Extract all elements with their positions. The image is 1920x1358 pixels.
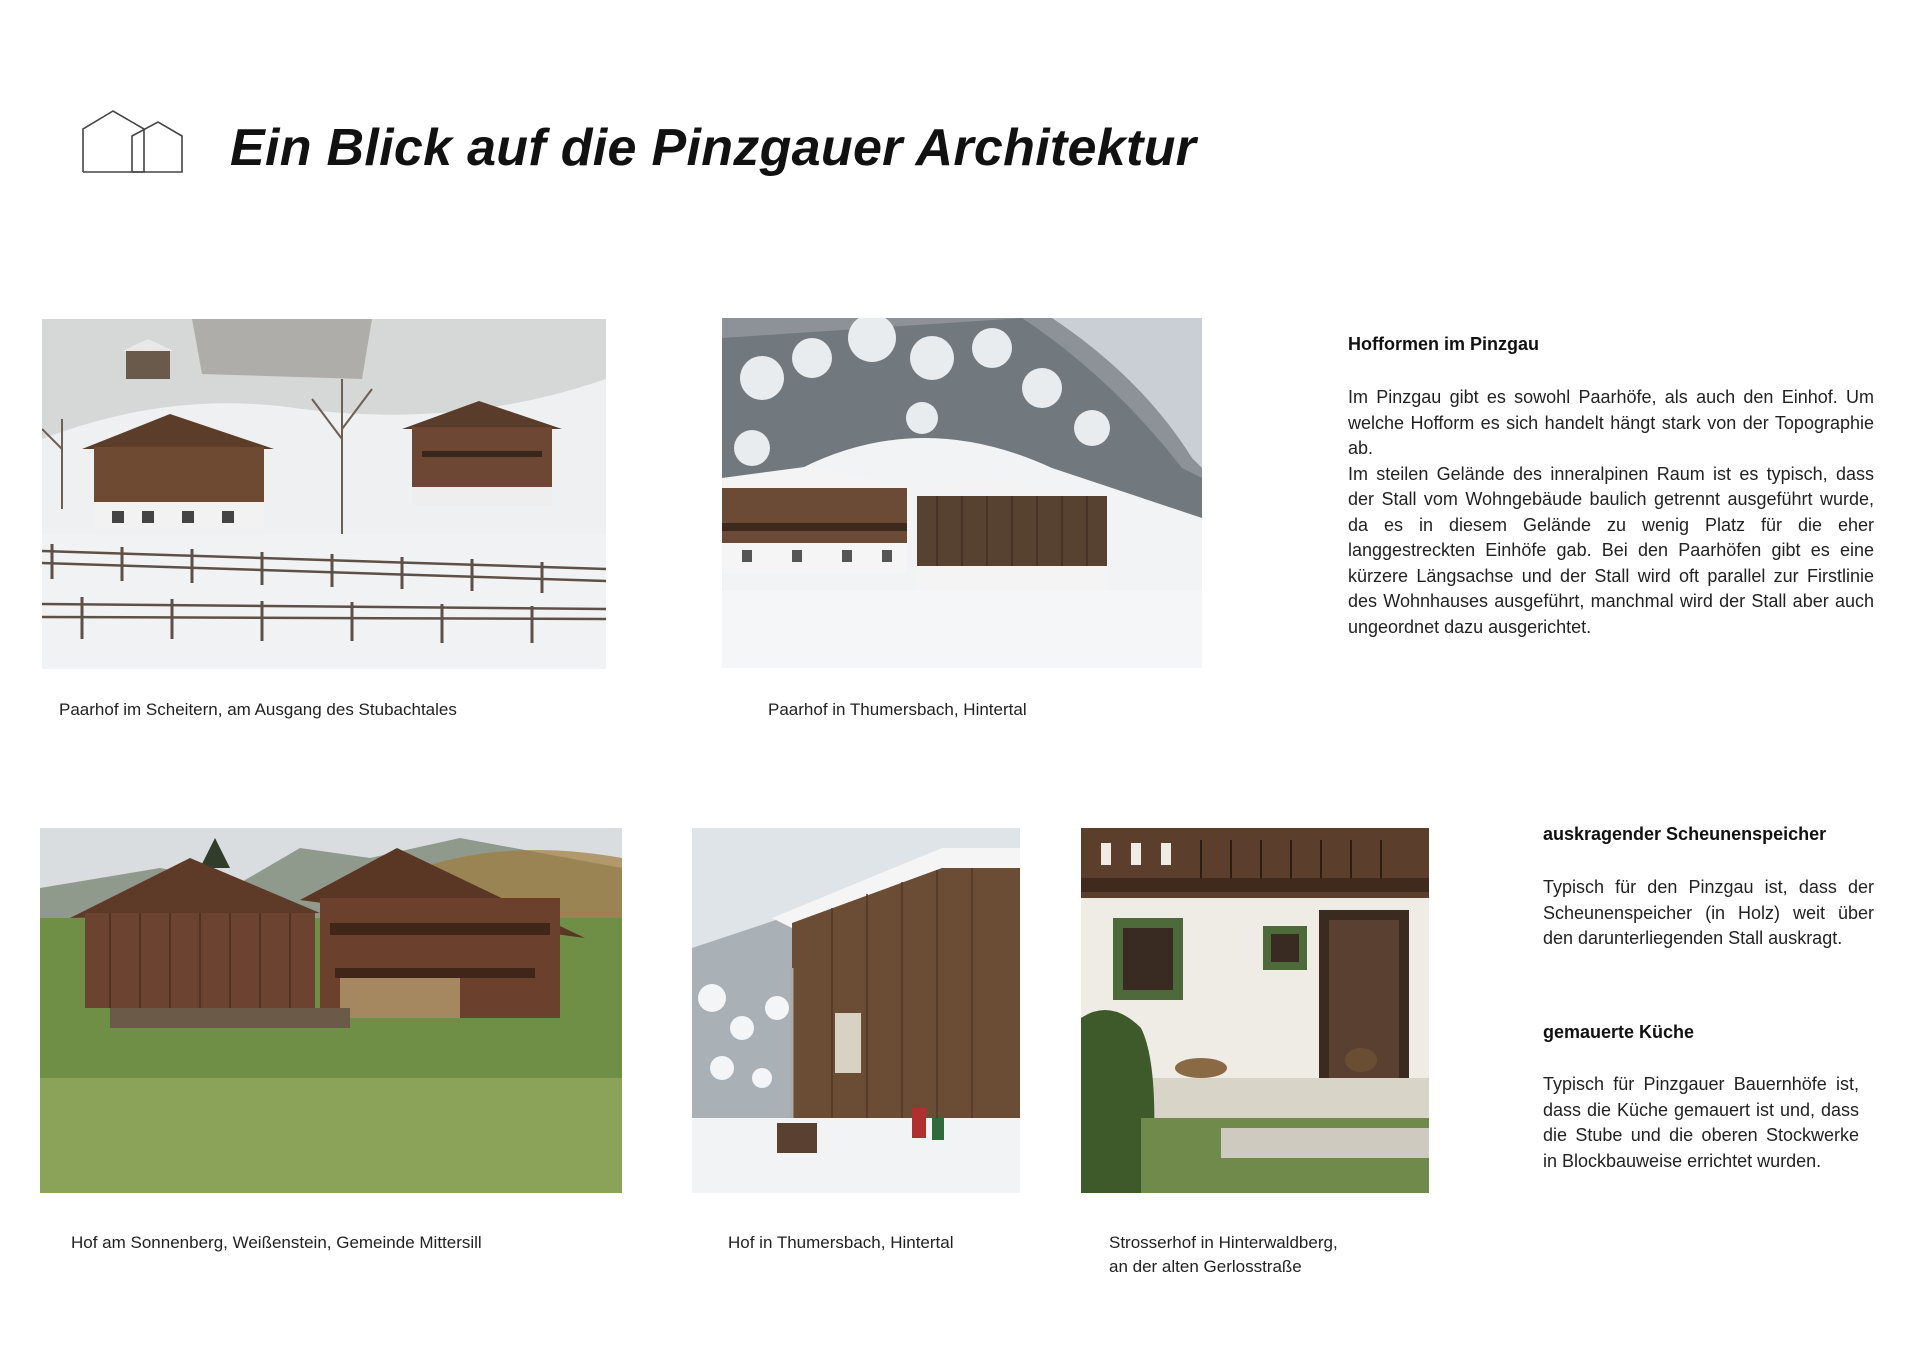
photo-paarhof-scheitern — [42, 319, 606, 669]
section-text-scheunenspeicher: Typisch für den Pinzgau ist, dass der Scheunenspeicher (in Holz) weit über den darunterliegenden Stall auskragt. — [1543, 877, 1874, 948]
photo-paarhof-thumersbach — [722, 318, 1202, 668]
photo-strosserhof — [1081, 828, 1429, 1193]
photo-caption: Hof in Thumersbach, Hintertal — [728, 1233, 954, 1252]
photo-hof-thumersbach — [692, 828, 1020, 1193]
page-title: Ein Blick auf die Pinzgauer Architektur — [230, 119, 1197, 177]
photo-caption: Hof am Sonnenberg, Weißenstein, Gemeinde Mittersill — [71, 1233, 482, 1252]
photo-caption: Strosserhof in Hinterwaldberg, an der alten Gerlosstraße — [1109, 1233, 1338, 1276]
section-text-kueche: Typisch für Pinzgauer Bauernhöfe ist, dass die Küche gemauert ist und, dass die Stube und die oberen Stockwerke in Blockbauweise errichtet wurden. — [1543, 1074, 1859, 1171]
section-heading-scheunenspeicher: auskragender Scheunenspeicher — [1543, 824, 1827, 844]
photo-caption: Paarhof in Thumersbach, Hintertal — [768, 700, 1027, 719]
house-outline-icon — [82, 110, 184, 174]
section-heading-hofformen: Hofformen im Pinzgau — [1348, 334, 1540, 354]
photo-caption: Paarhof im Scheitern, am Ausgang des Stubachtales — [59, 700, 457, 719]
photo-hof-sonnenberg — [40, 828, 622, 1193]
section-text-hofformen: Im Pinzgau gibt es sowohl Paarhöfe, als auch den Einhof. Um welche Hofform es sich handelt hängt stark von der Topographie ab. Im steilen Gelände des inneralpinen Raum ist es typisch, dass der Stall vom Wohngebäude baulich getrennt ausgeführt wurde, da es in diesem Gelände zu wenig Platz für die eher langgestreckten Einhöfe gab. Bei den Paarhöfen gibt es eine kürzere Längsachse und der Stall wird oft parallel zur Firstlinie des Wohnhauses ausgeführt, manchmal wird der Stall aber auch ungeordnet dazu ausgerichtet. — [1348, 387, 1874, 637]
section-heading-kueche: gemauerte Küche — [1543, 1022, 1695, 1042]
